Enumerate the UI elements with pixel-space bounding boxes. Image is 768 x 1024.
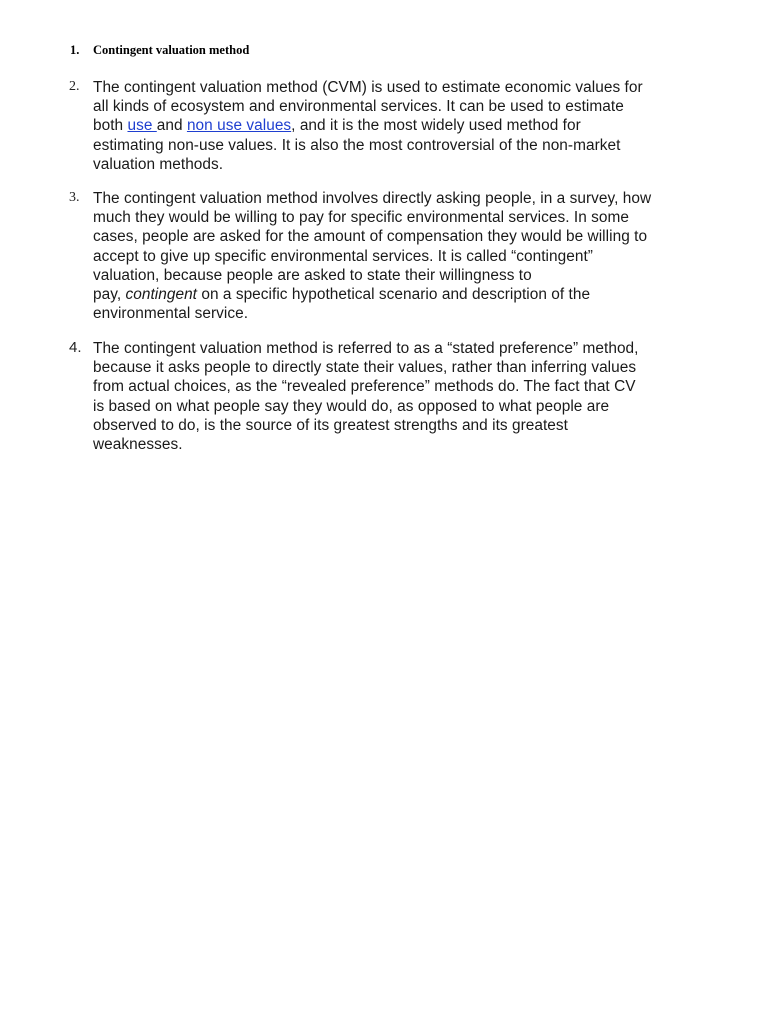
use-values-link[interactable]: use xyxy=(127,117,157,135)
text-line: is based on what people say they would do, as opposed to what people are xyxy=(93,397,610,415)
heading-title: Contingent valuation method xyxy=(93,43,250,57)
text-line: estimating non-use values. It is also the most controversial of the non-market xyxy=(93,136,621,154)
text-line: valuation methods. xyxy=(93,155,224,173)
emphasis-text: contingent xyxy=(125,286,198,304)
text-span: on a specific hypothetical scenario and description of the xyxy=(197,286,591,304)
text-line: The contingent valuation method (CVM) is used to estimate economic values for xyxy=(93,79,643,96)
text-line: from actual choices, as the “revealed preference” methods do. The fact that CV xyxy=(93,378,636,396)
text-line: environmental service. xyxy=(93,305,249,323)
text-span: pay, xyxy=(93,286,126,304)
text-line: The contingent valuation method is referred to as a “stated preference” method, xyxy=(93,340,639,357)
paragraph xyxy=(93,78,729,174)
text-line: accept to give up specific environmental services. It is called “contingent” xyxy=(93,247,593,265)
text-span: both xyxy=(93,117,128,135)
text-line xyxy=(93,285,729,304)
paragraph xyxy=(93,339,729,454)
text-line: observed to do, is the source of its greatest strengths and its greatest xyxy=(93,416,568,434)
list-item-survey-method xyxy=(69,189,729,323)
list-number: 1. xyxy=(70,43,80,57)
text-line: weaknesses. xyxy=(93,436,183,454)
text-span: and xyxy=(156,117,187,135)
text-line xyxy=(93,116,729,135)
section-heading xyxy=(70,43,249,58)
text-line: all kinds of ecosystem and environmental services. It can be used to estimate xyxy=(93,98,624,116)
list-number: 3. xyxy=(69,190,80,205)
text-span: , and it is the most widely used method for xyxy=(291,117,581,135)
text-line: cases, people are asked for the amount of compensation they would be willing to xyxy=(93,228,648,246)
non-use-values-link[interactable]: non use values xyxy=(186,117,292,135)
list-number: 4. xyxy=(69,339,82,356)
list-item-stated-preference xyxy=(69,339,729,454)
text-line: much they would be willing to pay for specific environmental services. In some xyxy=(93,209,629,227)
text-line: because it asks people to directly state their values, rather than inferring values xyxy=(93,359,637,377)
text-line: valuation, because people are asked to state their willingness to xyxy=(93,266,532,284)
text-line: The contingent valuation method involves directly asking people, in a survey, how xyxy=(93,190,652,207)
list-number: 2. xyxy=(69,79,80,94)
list-item-cvm-definition xyxy=(69,78,729,174)
paragraph xyxy=(93,189,729,323)
